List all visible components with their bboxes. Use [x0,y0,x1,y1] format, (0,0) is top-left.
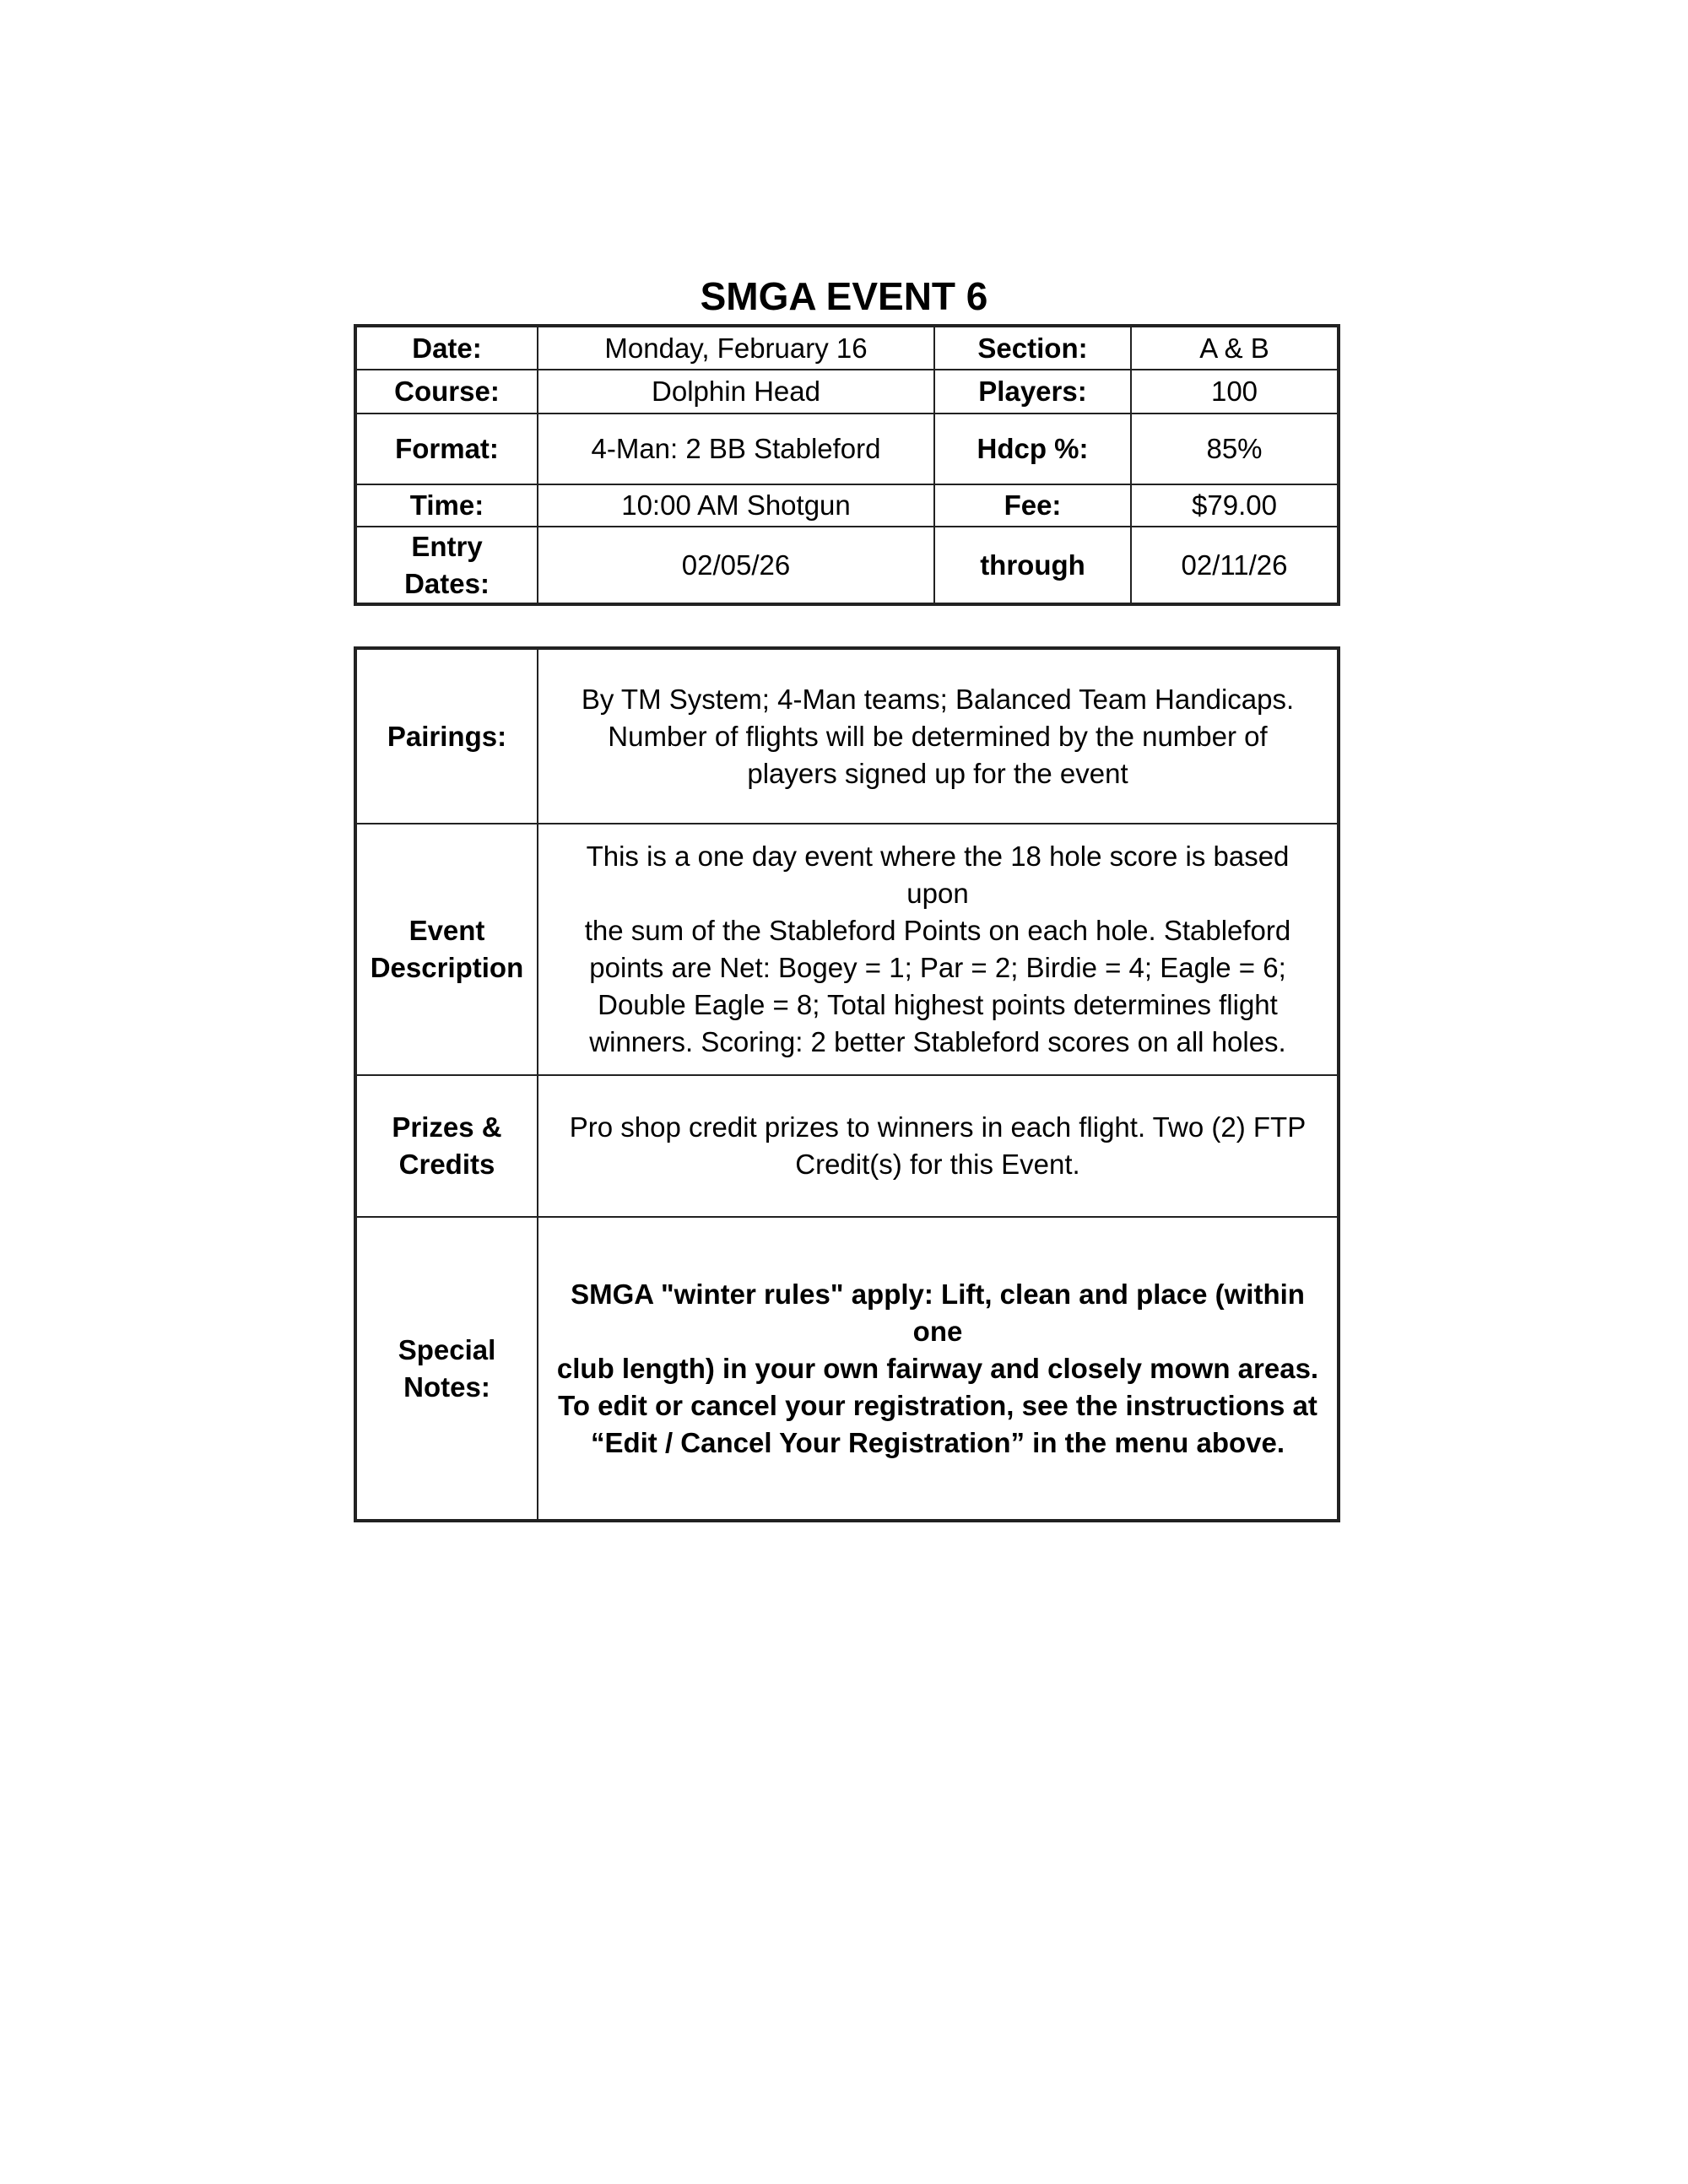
date-label: Date: [355,326,538,370]
details-row-prizes [355,1075,1339,1217]
event-description-label-line2: Description [370,952,524,983]
entry-dates-label [355,527,538,604]
summary-row-date [355,326,1339,370]
time-value: 10:00 AM Shotgun [538,484,934,527]
prizes-credits-text [538,1075,1339,1217]
section-label: Section: [934,326,1131,370]
special-notes-line: To edit or cancel your registration, see the instructions at [558,1389,1317,1421]
summary-row-entry-dates [355,527,1339,604]
event-description-line: points are Net: Bogey = 1; Par = 2; Birdie = 4; Eagle = 6; [589,952,1286,983]
event-description-line: Double Eagle = 8; Total highest points determines flight [598,989,1278,1020]
entry-dates-label-line1: Entry [411,530,483,562]
pairings-text [538,648,1339,824]
prizes-line: Credit(s) for this Event. [795,1149,1080,1180]
special-notes-label-line1: Special [398,1333,496,1365]
fee-label: Fee: [934,484,1131,527]
event-summary-table [354,324,1340,606]
section-value: A & B [1131,326,1339,370]
event-description-label-line1: Event [408,915,485,946]
prizes-credits-label [355,1075,538,1217]
fee-value: $79.00 [1131,484,1339,527]
event-details-table [354,646,1340,1522]
entry-end-value: 02/11/26 [1131,527,1339,604]
course-label: Course: [355,370,538,414]
event-description-text [538,824,1339,1075]
page-title: SMGA EVENT 6 [700,274,988,318]
details-row-special-notes [355,1217,1339,1521]
summary-row-time [355,484,1339,527]
details-row-pairings [355,648,1339,824]
special-notes-line: “Edit / Cancel Your Registration” in the menu above. [590,1426,1285,1458]
prizes-label-line1: Prizes & [392,1111,502,1143]
event-description-line: winners. Scoring: 2 better Stableford scores on all holes. [589,1026,1286,1057]
special-notes-line: club length) in your own fairway and closely mown areas. [556,1352,1319,1384]
prizes-label-line2: Credits [398,1149,495,1180]
course-value: Dolphin Head [538,370,934,414]
through-label: through [934,527,1131,604]
date-value: Monday, February 16 [538,326,934,370]
special-notes-line: SMGA "winter rules" apply: Lift, clean and place (within one [571,1278,1305,1347]
entry-start-value: 02/05/26 [538,527,934,604]
entry-dates-label-line2: Dates: [404,567,490,599]
players-label: Players: [934,370,1131,414]
format-label: Format: [355,414,538,484]
event-description-line: the sum of the Stableford Points on each hole. Stableford [584,915,1291,946]
event-description-label [355,824,538,1075]
time-label: Time: [355,484,538,527]
pairings-line: Number of flights will be determined by the number of [608,720,1268,752]
special-notes-text [538,1217,1339,1521]
pairings-label: Pairings: [355,648,538,824]
format-value: 4-Man: 2 BB Stableford [538,414,934,484]
pairings-line: By TM System; 4-Man teams; Balanced Team Handicaps. [581,683,1295,715]
hdcp-label: Hdcp %: [934,414,1131,484]
special-notes-label-line2: Notes: [403,1370,490,1403]
pairings-line: players signed up for the event [747,757,1128,789]
players-value: 100 [1131,370,1339,414]
prizes-line: Pro shop credit prizes to winners in each flight. Two (2) FTP [569,1111,1307,1143]
event-description-line: This is a one day event where the 18 hole score is based upon [586,841,1290,909]
special-notes-label [355,1217,538,1521]
hdcp-value: 85% [1131,414,1339,484]
details-row-event-description [355,824,1339,1075]
summary-row-format [355,414,1339,484]
summary-row-course [355,370,1339,414]
